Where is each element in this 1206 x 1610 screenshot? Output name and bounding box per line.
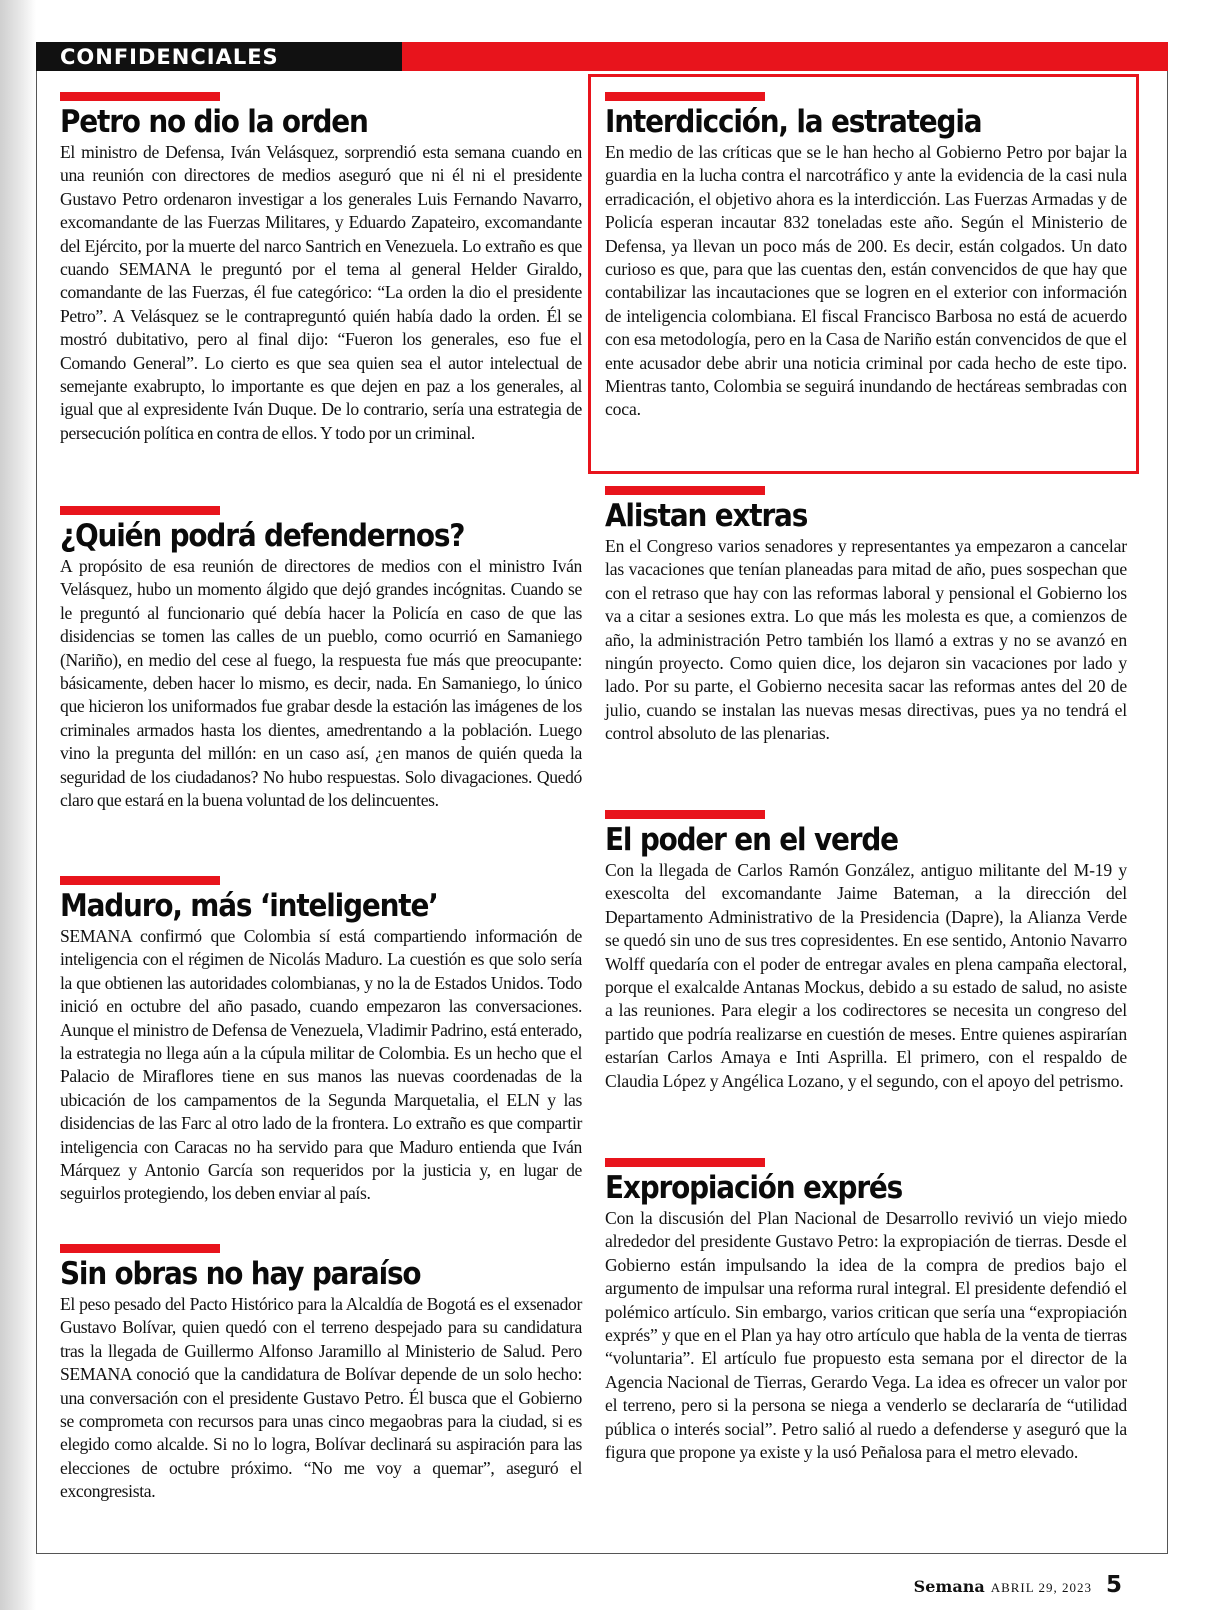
section-label: CONFIDENCIALES (60, 45, 279, 69)
red-rule (60, 1244, 220, 1253)
page-footer (914, 1572, 1122, 1598)
page-number: 5 (1105, 1572, 1122, 1598)
red-rule (605, 92, 765, 101)
magazine-name: Semana (913, 1577, 985, 1596)
article-sin-obras-no-hay-paraiso (60, 1244, 582, 1504)
issue-date: ABRIL 29, 2023 (990, 1580, 1092, 1595)
article-title: Alistan extras (605, 498, 808, 534)
article-title: Maduro, más ‘inteligente’ (60, 888, 438, 924)
article-title: Expropiación exprés (605, 1170, 903, 1206)
article-petro-no-dio-la-orden (60, 92, 582, 445)
article-expropiacion-expres (605, 1158, 1127, 1464)
red-rule (60, 876, 220, 885)
article-body: En medio de las críticas que se le han hecho al Gobierno Petro por bajar la guardia en la lucha contra el narcotráfico y ante la evidencia de la casi nula erradicación, el objetivo ahora es la interdicción. Las Fuerzas Armadas y de Policía esperan incautar 832 toneladas este año. Según el Ministerio de Defensa, ya llevan un poco más de 200. Es decir, están colgados. Un dato curioso es que, para que las cuentas den, están convencidos de que hay que contabilizar las incautaciones que se logren en el exterior con información de inteligencia colombiana. El fiscal Francisco Barbosa no está de acuerdo con esa metodología, pero en la Casa de Nariño están convencidos de que el ente acusador debe abrir una noticia criminal por cada hecho de este tipo. Mientras tanto, Colombia se seguirá inundando de hectáreas sembradas con coca. (605, 142, 1127, 420)
red-rule (605, 486, 765, 495)
red-rule (60, 506, 220, 515)
article-title: Petro no dio la orden (60, 104, 368, 140)
article-title: Sin obras no hay paraíso (60, 1256, 421, 1292)
article-body: El peso pesado del Pacto Histórico para la Alcaldía de Bogotá es el exsenador Gustavo Bolívar, quien quedó con el terreno despejado para su candidatura tras la llegada de Guillermo Alfonso Jaramillo al Ministerio de Salud. Pero SEMANA conoció que la candidatura de Bolívar depende de un solo hecho: una conversación con el presidente Gustavo Petro. Él busca que el Gobierno se comprometa con recursos para unas cinco megaobras para la ciudad, si es elegido como alcalde. Si no lo logra, Bolívar declinará su aspiración para las elecciones de octubre próximo. “No me voy a quemar”, aseguró el excongresista. (60, 1294, 582, 1502)
article-title: El poder en el verde (605, 822, 898, 858)
article-body: El ministro de Defensa, Iván Velásquez, sorprendió esta semana cuando en una reunión con directores de medios aseguró que ni él ni el presidente Gustavo Petro ordenaron investigar a los generales Luis Fernando Navarro, excomandante de las Fuerzas Militares, y Eduardo Zapateiro, excomandante del Ejército, por la muerte del narco Santrich en Venezuela. Lo extraño es que cuando SEMANA le preguntó por el tema al general Helder Giraldo, comandante de las Fuerzas, él fue categórico: “La orden la dio el presidente Petro”. A Velásquez se le contrapreguntó quién había dado la orden. Él se mostró dubitativo, pero al final dijo: “Fueron los generales, eso fue el Comando General”. Lo cierto es que sea quien sea el autor intelectual de semejante exabrupto, lo importante es que dejen en paz a los generales, al igual que al expresidente Iván Duque. De lo contrario, sería una estrategia de persecución política en contra de ellos. Y todo por un criminal. (60, 142, 582, 443)
article-title: ¿Quién podrá defendernos? (60, 518, 465, 554)
article-el-poder-en-el-verde (605, 810, 1127, 1093)
article-body: Con la discusión del Plan Nacional de Desarrollo revivió un viejo miedo alrededor del presidente Gustavo Petro: la expropiación de tierras. Desde el Gobierno están impulsando la idea de la compra de predios bajo el argumento de impulsar una reforma rural integral. El presidente defendió el polémico artículo. Sin embargo, varios critican que sería una “expropiación exprés” y que en el Plan ya hay otro artículo que habla de la venta de tierras “voluntaria”. El artículo fue propuesto esta semana por el director de la Agencia Nacional de Tierras, Gerardo Vega. La idea es ofrecer un valor por el terreno, pero si la persona se niega a venderlo se declararía de “utilidad pública o interés social”. Petro salió al ruedo a defenderse y aseguró que la figura que propone ya existe y la usó Peñalosa para el metro elevado. (605, 1208, 1127, 1463)
article-body: En el Congreso varios senadores y representantes ya empezaron a cancelar las vacaciones que tenían planeadas para mitad de año, pues sospechan que con el retraso que hay con las reformas laboral y pensional el Gobierno los va a citar a sesiones extra. Lo que más les molesta es que, a comienzos de año, la administración Petro también los llamó a extras y no se avanzó en ningún proyecto. Como quien dice, los dejaron sin vacaciones por lado y lado. Por su parte, el Gobierno necesita sacar las reformas antes del 20 de julio, cuando se instalan las nuevas mesas directivas, pues ya no tendrá el control absoluto de las plenarias. (605, 536, 1127, 744)
article-interdiccion-la-estrategia (605, 92, 1127, 422)
red-rule (605, 1158, 765, 1167)
article-title: Interdicción, la estrategia (605, 104, 982, 140)
article-body: A propósito de esa reunión de directores de medios con el ministro Iván Velásquez, hubo un momento álgido que dejó grandes incógnitas. Cuando se le preguntó al funcionario qué debía hacer la Policía en caso de que las disidencias se tomen las calles de un pueblo, como ocurrió en Samaniego (Nariño), en medio del cese al fuego, la respuesta fue más que preocupante: básicamente, deben hacer lo mismo, es decir, nada. En Samaniego, lo único que hicieron los uniformados fue grabar desde la estación las imágenes de los criminales armados hasta los dientes, amedrentando a la población. Luego vino la pregunta del millón: en un caso así, ¿en manos de quién queda la seguridad de los ciudadanos? No hubo respuestas. Solo divagaciones. Quedó claro que estará en la buena voluntad de los delincuentes. (60, 556, 582, 811)
article-alistan-extras (605, 486, 1127, 746)
article-body: SEMANA confirmó que Colombia sí está compartiendo información de inteligencia con el régimen de Nicolás Maduro. La cuestión es que solo sería la que obtienen las autoridades colombianas, y no la de Estados Unidos. Todo inició en octubre del año pasado, cuando empezaron las conversaciones. Aunque el ministro de Defensa de Venezuela, Vladimir Padrino, está enterado, la estrategia no llega aún a la cúpula militar de Colombia. Es un hecho que el Palacio de Miraflores tiene en sus manos las nuevas coordenadas de la ubicación de los campamentos de la Segunda Marquetalia, el ELN y las disidencias de las Farc al otro lado de la frontera. Lo extraño es que compartir inteligencia con Caracas no ha servido para que Maduro entienda que Iván Márquez y Antonio García son requeridos por la justicia y, en lugar de seguirlos protegiendo, los deben enviar al país. (60, 926, 582, 1204)
article-body: Con la llegada de Carlos Ramón González, antiguo militante del M-19 y exescolta del excomandante Jaime Bateman, a la dirección del Departamento Administrativo de la Presidencia (Dapre), la Alianza Verde se quedó sin uno de sus tres copresidentes. En ese sentido, Antonio Navarro Wolff quedaría con el poder de entregar avales en plena campaña electoral, porque el exalcalde Antanas Mockus, debido a su estado de salud, no asiste a las reuniones. Para elegir a los codirectores se necesita un congreso del partido que podría realizarse en cuestión de meses. Entre quienes aspirarían estarían Carlos Amaya e Inti Asprilla. El primero, con el respaldo de Claudia López y Angélica Lozano, y el segundo, con el apoyo del petrismo. (605, 860, 1127, 1091)
red-rule (605, 810, 765, 819)
article-quien-podra-defendernos (60, 506, 582, 812)
red-rule (60, 92, 220, 101)
article-maduro-mas-inteligente (60, 876, 582, 1206)
